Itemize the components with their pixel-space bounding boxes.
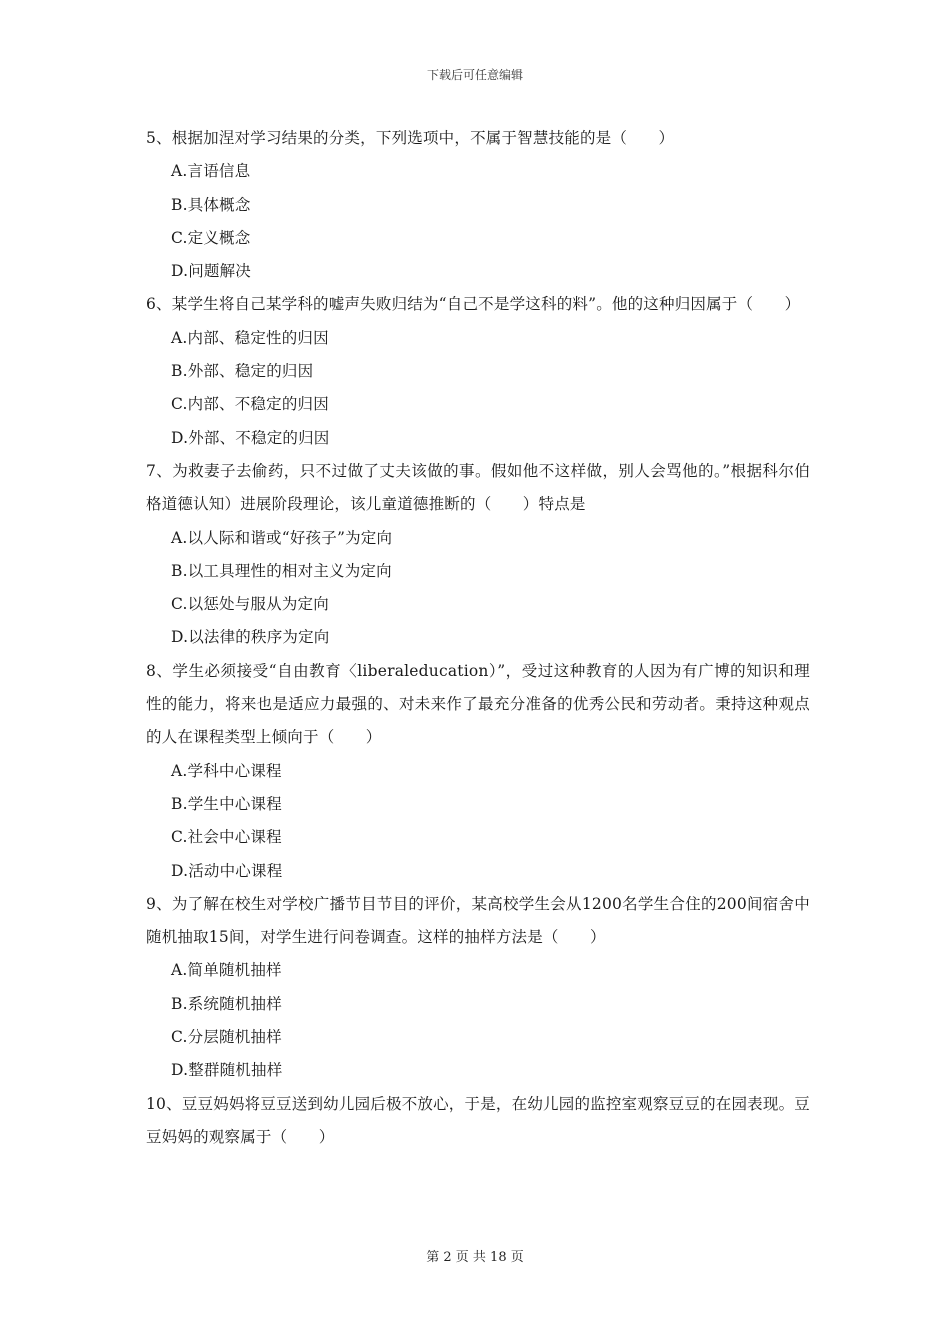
option-c: C.分层随机抽样 [171, 1028, 282, 1047]
question-10 [146, 1088, 810, 1155]
question-stem: 5、根据加涅对学习结果的分类，下列选项中，不属于智慧技能的是（ ） [146, 129, 675, 147]
question-stem: 9、为了解在校生对学校广播节目节目的评价，某高校学生会从1200名学生合住的200间宿舍中随机抽取15间，对学生进行问卷调查。这样的抽样方法是（ ） [146, 894, 810, 947]
option-c: C.内部、不稳定的归因 [171, 395, 329, 414]
option-b: B.系统随机抽样 [171, 994, 282, 1013]
option-a: A.内部、稳定性的归因 [171, 328, 329, 347]
question-6 [146, 288, 810, 454]
question-stem: 8、学生必须接受“自由教育〈liberaleducation）”，受过这种教育的人因为有广博的知识和理性的能力，将来也是适应力最强的、对未来作了最充分准备的优秀公民和劳动者。秉持这种观点的人在课程类型上倾向于（ ） [146, 661, 810, 747]
option-a: A.学科中心课程 [171, 761, 282, 780]
question-7 [146, 455, 810, 655]
option-d: D.活动中心课程 [171, 861, 283, 880]
question-stem: 7、为救妻子去偷药，只不过做了丈夫该做的事。假如他不这样做，别人会骂他的。”根据科尔伯格道德认知）进展阶段理论，该儿童道德推断的（ ）特点是 [146, 461, 810, 514]
option-c: C.定义概念 [171, 228, 251, 247]
question-stem: 6、某学生将自己某学科的嘘声失败归结为“自己不是学这科的料”。他的这种归因属于（ ） [146, 295, 801, 314]
question-list [146, 122, 810, 1154]
option-d: D.外部、不稳定的归因 [171, 428, 330, 447]
option-b: B.外部、稳定的归因 [171, 362, 314, 381]
option-a: A.简单随机抽样 [171, 961, 282, 980]
option-a: A.以人际和谐或“好孩子”为定向 [171, 528, 393, 547]
option-d: D.整群随机抽样 [171, 1061, 283, 1080]
option-b: B.学生中心课程 [171, 794, 282, 813]
option-a: A.言语信息 [171, 162, 251, 181]
option-d: D.以法律的秩序为定向 [171, 628, 330, 647]
question-9 [146, 888, 810, 1088]
option-d: D.问题解决 [171, 262, 252, 281]
page-header: 下载后可任意编辑 [426, 68, 523, 82]
option-c: C.以惩处与服从为定向 [171, 595, 329, 614]
option-b: B.具体概念 [171, 195, 251, 214]
question-5 [146, 122, 810, 288]
page-footer: 第 2 页 共 18 页 [426, 1250, 524, 1265]
option-b: B.以工具理性的相对主义为定向 [171, 561, 392, 580]
question-8 [146, 655, 810, 888]
question-stem: 10、豆豆妈妈将豆豆送到幼儿园后极不放心，于是，在幼儿园的监控室观察豆豆的在园表现。豆豆妈妈的观察属于（ ） [146, 1094, 810, 1146]
option-c: C.社会中心课程 [171, 828, 282, 847]
